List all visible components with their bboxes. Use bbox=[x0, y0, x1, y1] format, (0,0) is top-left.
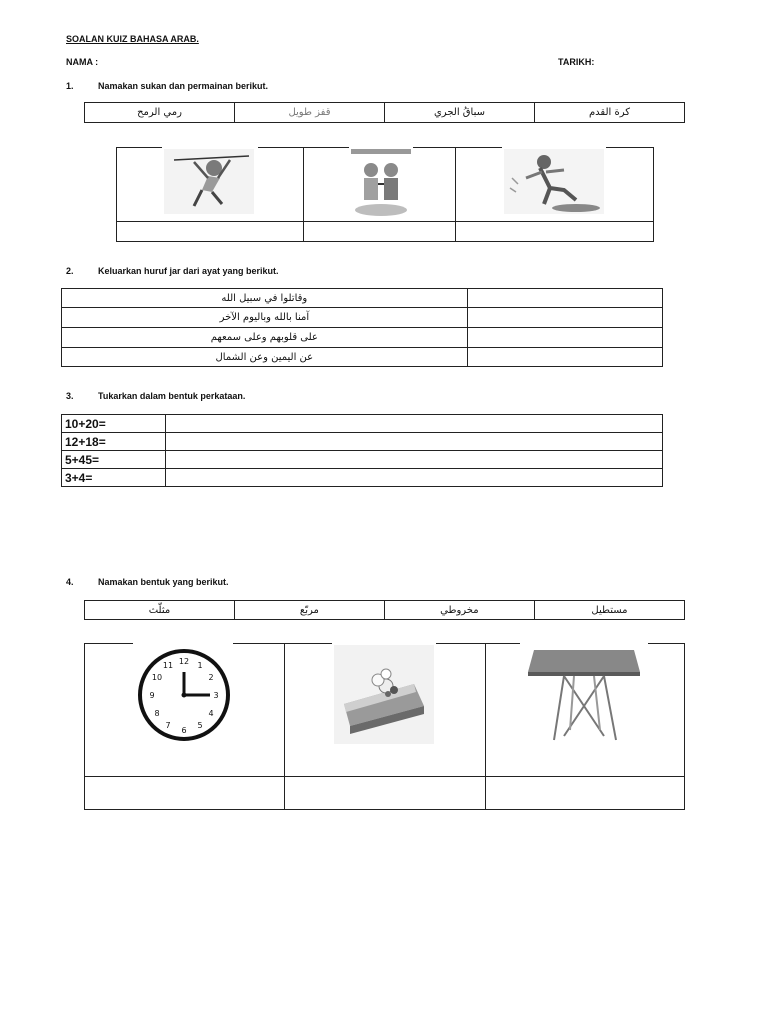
svg-text:3: 3 bbox=[213, 691, 219, 700]
q1-word-table bbox=[84, 102, 685, 123]
q4-picture-table bbox=[84, 643, 685, 810]
q1-answer-cell[interactable] bbox=[117, 222, 304, 242]
q1-number: 1. bbox=[66, 81, 74, 91]
long-jumper-icon bbox=[504, 148, 604, 214]
date-label: TARIKH: bbox=[558, 57, 595, 67]
q1-word: سباقُ الجري bbox=[384, 103, 534, 123]
q3-answer-cell[interactable] bbox=[165, 451, 662, 469]
q4-picture-cell bbox=[485, 644, 684, 777]
q4-answer-cell[interactable] bbox=[285, 777, 485, 810]
svg-text:9: 9 bbox=[149, 691, 155, 700]
q2-number: 2. bbox=[66, 266, 74, 276]
svg-text:7: 7 bbox=[165, 721, 171, 730]
q1-text: Namakan sukan dan permainan berikut. bbox=[98, 81, 269, 91]
q1-picture-table bbox=[116, 147, 654, 242]
q3-answer-cell[interactable] bbox=[165, 469, 662, 487]
q3-sum: 10+20= bbox=[62, 415, 166, 433]
q2-sentence: عن اليمين وعن الشمال bbox=[62, 348, 468, 367]
svg-text:8: 8 bbox=[154, 709, 160, 718]
q3-sum: 12+18= bbox=[62, 433, 166, 451]
svg-text:2: 2 bbox=[208, 673, 214, 682]
q4-word: مثلّث bbox=[85, 601, 235, 620]
q2-sentence: آمنا بالله وباليوم الآخر bbox=[62, 308, 468, 328]
q4-word: مخروطي bbox=[384, 601, 534, 620]
cake-slice-icon bbox=[334, 644, 434, 744]
name-label: NAMA : bbox=[66, 57, 99, 67]
q3-text: Tukarkan dalam bentuk perkataan. bbox=[98, 391, 246, 401]
q4-picture-cell bbox=[85, 644, 285, 777]
q1-picture-cell bbox=[304, 148, 455, 222]
q3-sum: 3+4= bbox=[62, 469, 166, 487]
svg-text:1: 1 bbox=[197, 661, 203, 670]
svg-text:6: 6 bbox=[181, 726, 187, 735]
q1-answer-cell[interactable] bbox=[304, 222, 455, 242]
q4-number: 4. bbox=[66, 577, 74, 587]
q1-word: قفز طويل bbox=[234, 103, 384, 123]
svg-text:11: 11 bbox=[162, 661, 174, 670]
q4-answer-cell[interactable] bbox=[485, 777, 684, 810]
svg-text:4: 4 bbox=[208, 709, 214, 718]
q2-answer-cell[interactable] bbox=[467, 289, 662, 308]
q2-answer-cell[interactable] bbox=[467, 308, 662, 328]
q3-table bbox=[61, 414, 663, 487]
q4-picture-cell bbox=[285, 644, 485, 777]
q3-sum: 5+45= bbox=[62, 451, 166, 469]
q4-word-table bbox=[84, 600, 685, 620]
q4-word: مربّع bbox=[234, 601, 384, 620]
q1-word: رمي الرمح bbox=[85, 103, 235, 123]
q1-answer-cell[interactable] bbox=[455, 222, 653, 242]
javelin-thrower-icon bbox=[164, 148, 254, 214]
q2-table bbox=[61, 288, 663, 367]
q3-answer-cell[interactable] bbox=[165, 433, 662, 451]
q4-text: Namakan bentuk yang berikut. bbox=[98, 577, 229, 587]
q3-number: 3. bbox=[66, 391, 74, 401]
q1-word: كرة القدم bbox=[534, 103, 684, 123]
square-table-icon bbox=[524, 644, 644, 744]
svg-text:12: 12 bbox=[178, 657, 190, 666]
q2-answer-cell[interactable] bbox=[467, 328, 662, 348]
q2-sentence: على قلوبهم وعلى سمعهم bbox=[62, 328, 468, 348]
clock-icon bbox=[136, 647, 232, 743]
q2-text: Keluarkan huruf jar dari ayat yang berikut. bbox=[98, 266, 279, 276]
svg-text:10: 10 bbox=[151, 673, 163, 682]
q2-answer-cell[interactable] bbox=[467, 348, 662, 367]
q1-picture-cell bbox=[455, 148, 653, 222]
q2-sentence: وقاتلوا في سبيل الله bbox=[62, 289, 468, 308]
q4-word: مستطيل bbox=[534, 601, 684, 620]
q4-answer-cell[interactable] bbox=[85, 777, 285, 810]
q3-answer-cell[interactable] bbox=[165, 415, 662, 433]
svg-text:5: 5 bbox=[197, 721, 203, 730]
page-title: SOALAN KUIZ BAHASA ARAB. bbox=[66, 34, 199, 44]
sack-race-children-icon bbox=[351, 148, 411, 218]
q1-picture-cell bbox=[117, 148, 304, 222]
